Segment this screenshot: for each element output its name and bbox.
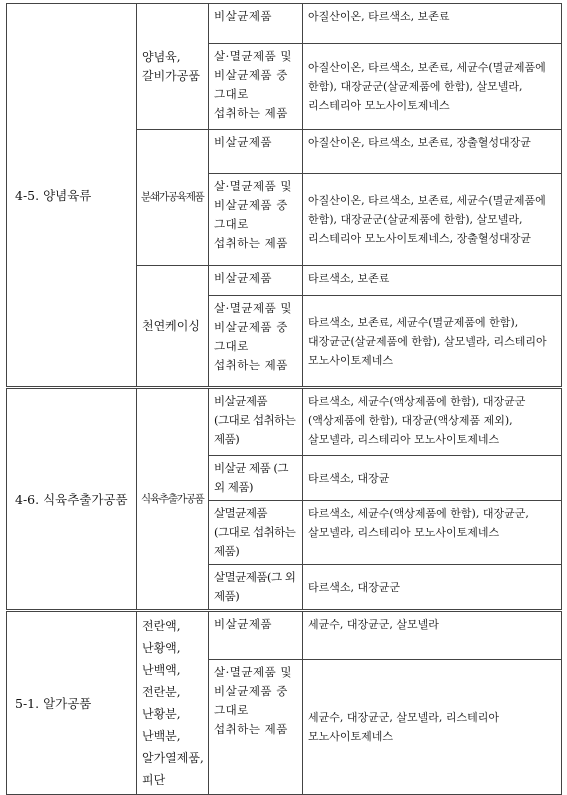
product-type-cell: 비살균제품 [209,4,303,44]
subcategory-meat-extract: 식육추출가공품 [137,388,209,611]
test-items-cell: 세균수, 대장균군, 살모넬라 [303,611,562,660]
product-type-cell: 비살균 제품 (그 외 제품) [209,456,303,501]
product-type-cell: 비살균제품 [209,611,303,660]
category-4-5: 4-5. 양념육류 [7,4,137,388]
product-type-cell: 비살균제품 (그대로 섭취하는 제품) [209,388,303,456]
category-5-1: 5-1. 알가공품 [7,611,137,795]
test-items-cell: 타르색소, 세균수(액상제품에 한함), 대장균군, 살모넬라, 리스테리아 모노사이토제네스 [303,501,562,565]
test-items-cell: 아질산이온, 타르색소, 보존료, 세균수(멸균제품에 한함), 대장균군(살균제품에 한함), 살모넬라, 리스테리아 모노사이토제네스, 장출혈성대장균 [303,174,562,266]
test-items-cell: 아질산이온, 타르색소, 보존료, 세균수(멸균제품에 한함), 대장균군(살균제품에 한함), 살모넬라, 리스테리아 모노사이토제네스 [303,44,562,130]
subcategory-egg-products: 전란액, 난황액, 난백액, 전란분, 난황분, 난백분, 알가열제품, 피단 [137,611,209,795]
test-items-cell: 세균수, 대장균군, 살모넬라, 리스테리아 모노사이토제네스 [303,660,562,795]
product-type-cell: 비살균제품 [209,130,303,174]
product-type-cell: 살멸균제품(그대로 섭취하는 제품) [209,501,303,565]
category-4-6: 4-6. 식육추출가공품 [7,388,137,611]
test-items-cell: 타르색소, 대장균군 [303,565,562,611]
product-type-cell: 살·멸균제품 및 비살균제품 중 그대로 섭취하는 제품 [209,174,303,266]
test-items-cell: 타르색소, 세균수(액상제품에 한함), 대장균군(액상제품에 한함), 대장균(액상제품 제외), 살모넬라, 리스테리아 모노사이토제네스 [303,388,562,456]
standards-table [6,3,562,795]
subcategory-ground-meat: 분쇄가공육제품 [137,130,209,266]
product-type-cell: 비살균제품 [209,266,303,296]
product-type-cell: 살·멸균제품 및 비살균제품 중 그대로 섭취하는 제품 [209,44,303,130]
test-items-cell: 타르색소, 대장균 [303,456,562,501]
subcategory-natural-casing: 천연케이싱 [137,266,209,388]
test-items-cell: 타르색소, 보존료 [303,266,562,296]
test-items-cell: 타르색소, 보존료, 세균수(멸균제품에 한함), 대장균군(살균제품에 한함), 살모넬라, 리스테리아 모노사이토제네스 [303,296,562,388]
product-type-cell: 살·멸균제품 및 비살균제품 중 그대로 섭취하는 제품 [209,660,303,795]
product-type-cell: 살·멸균제품 및 비살균제품 중 그대로 섭취하는 제품 [209,296,303,388]
product-type-cell: 살멸균제품(그 외 제품) [209,565,303,611]
subcategory-marinated-meat: 양념육, 갈비가공품 [137,4,209,130]
test-items-cell: 아질산이온, 타르색소, 보존료, 장출혈성대장균 [303,130,562,174]
test-items-cell: 아질산이온, 타르색소, 보존료 [303,4,562,44]
